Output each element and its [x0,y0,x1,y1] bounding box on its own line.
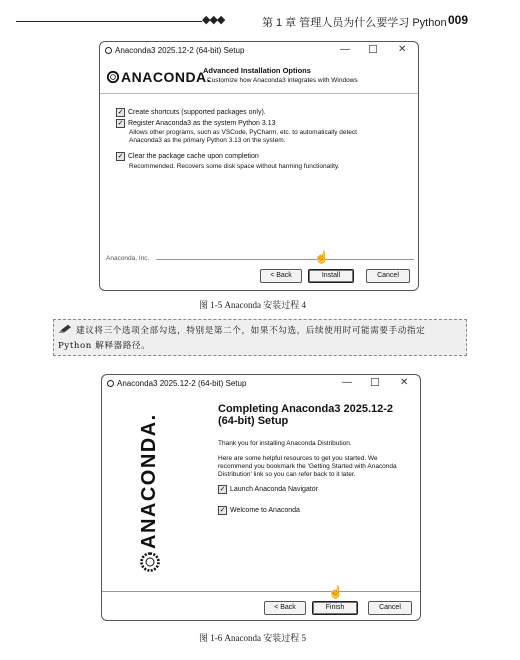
minimize-button[interactable]: — [342,377,352,388]
checkbox-checked-icon[interactable]: ✓ [117,153,124,160]
option-label: Welcome to Anaconda [230,507,300,514]
figure-caption: 图 1-5 Anaconda 安装过程 4 [199,300,306,310]
header-ornament: ◆◆◆ [202,14,225,26]
tip-text: 建议将三个选项全部勾选，特别是第二个，如果不勾选，后续使用时可能需要手动指定 Python 解释器路径。 [58,326,426,351]
window-title: Anaconda3 2025.12-2 (64-bit) Setup [117,379,247,388]
maximize-button[interactable]: ☐ [368,44,378,56]
app-icon [107,380,114,387]
option-welcome[interactable] [218,506,300,515]
title-bar [102,375,420,393]
resources-text: Here are some helpful resources to get you started. We recommend you bookmark the 'Getting Started with Anaconda Distribution' link so you can refer back to it later. [218,455,397,478]
checkbox-checked-icon[interactable]: ✓ [117,109,124,116]
setup-window-advanced-options [99,41,419,291]
footer-brand: Anaconda, Inc. [106,255,150,262]
title-bar [100,42,418,60]
option-label: Launch Anaconda Navigator [230,486,318,493]
completion-heading: Completing Anaconda3 2025.12-2 (64-bit) Setup [218,403,394,427]
page-number: 009 [448,13,469,27]
anaconda-logo [106,69,211,85]
anaconda-ring-icon [139,551,161,573]
app-icon [105,47,112,54]
close-button[interactable]: ✕ [398,44,407,55]
back-button[interactable]: < Back [264,601,306,615]
hand-cursor-icon: ☝ [328,585,343,599]
footer-divider [156,259,414,260]
chapter-title: 第 1 章 管理人员为什么要学习 Python [262,17,447,29]
option-register-python[interactable] [116,119,275,128]
cancel-button[interactable]: Cancel [366,269,410,283]
checkbox-checked-icon[interactable]: ✓ [117,120,124,127]
header-divider [100,93,418,94]
maximize-button[interactable]: ☐ [370,377,380,389]
thanks-text: Thank you for installing Anaconda Distribution. [218,440,352,447]
close-button[interactable]: ✕ [400,377,409,388]
checkbox-checked-icon[interactable]: ✓ [219,507,226,514]
option-clear-cache[interactable] [116,152,259,161]
install-button[interactable]: Install [308,269,354,283]
anaconda-logo-vertical [138,413,161,573]
option-label: Clear the package cache upon completion [128,153,259,160]
figure-caption: 图 1-6 Anaconda 安装过程 5 [199,633,306,643]
option-create-shortcuts[interactable] [116,108,266,117]
header-rule [16,21,202,22]
logo-wordmark: ANACONDA. [121,69,212,85]
page-heading: Advanced Installation Options [203,66,311,75]
option-label: Register Anaconda3 as the system Python 3.13 [128,120,276,127]
page-subheading: Customize how Anaconda3 integrates with Windows [207,77,358,84]
option-description: Recommended. Recovers some disk space without harming functionality. [129,163,340,170]
option-description: Allows other programs, such as VSCode, PyCharm, etc. to automatically detect Anaconda3 as the primary Python 3.13 on the system. [129,129,357,144]
back-button[interactable]: < Back [260,269,302,283]
checkbox-checked-icon[interactable]: ✓ [219,486,226,493]
option-label: Create shortcuts (supported packages only). [128,109,266,116]
hand-cursor-icon: ☝ [314,250,329,264]
finish-button[interactable]: Finish [312,601,358,615]
setup-window-completing [101,374,421,621]
pen-icon [58,324,72,334]
footer-divider [102,591,420,592]
window-title: Anaconda3 2025.12-2 (64-bit) Setup [115,46,245,55]
logo-wordmark: ANACONDA. [138,413,160,549]
option-launch-navigator[interactable] [218,485,318,494]
cancel-button[interactable]: Cancel [368,601,412,615]
tip-box [53,319,467,356]
anaconda-ring-icon [106,70,120,84]
minimize-button[interactable]: — [340,44,350,55]
